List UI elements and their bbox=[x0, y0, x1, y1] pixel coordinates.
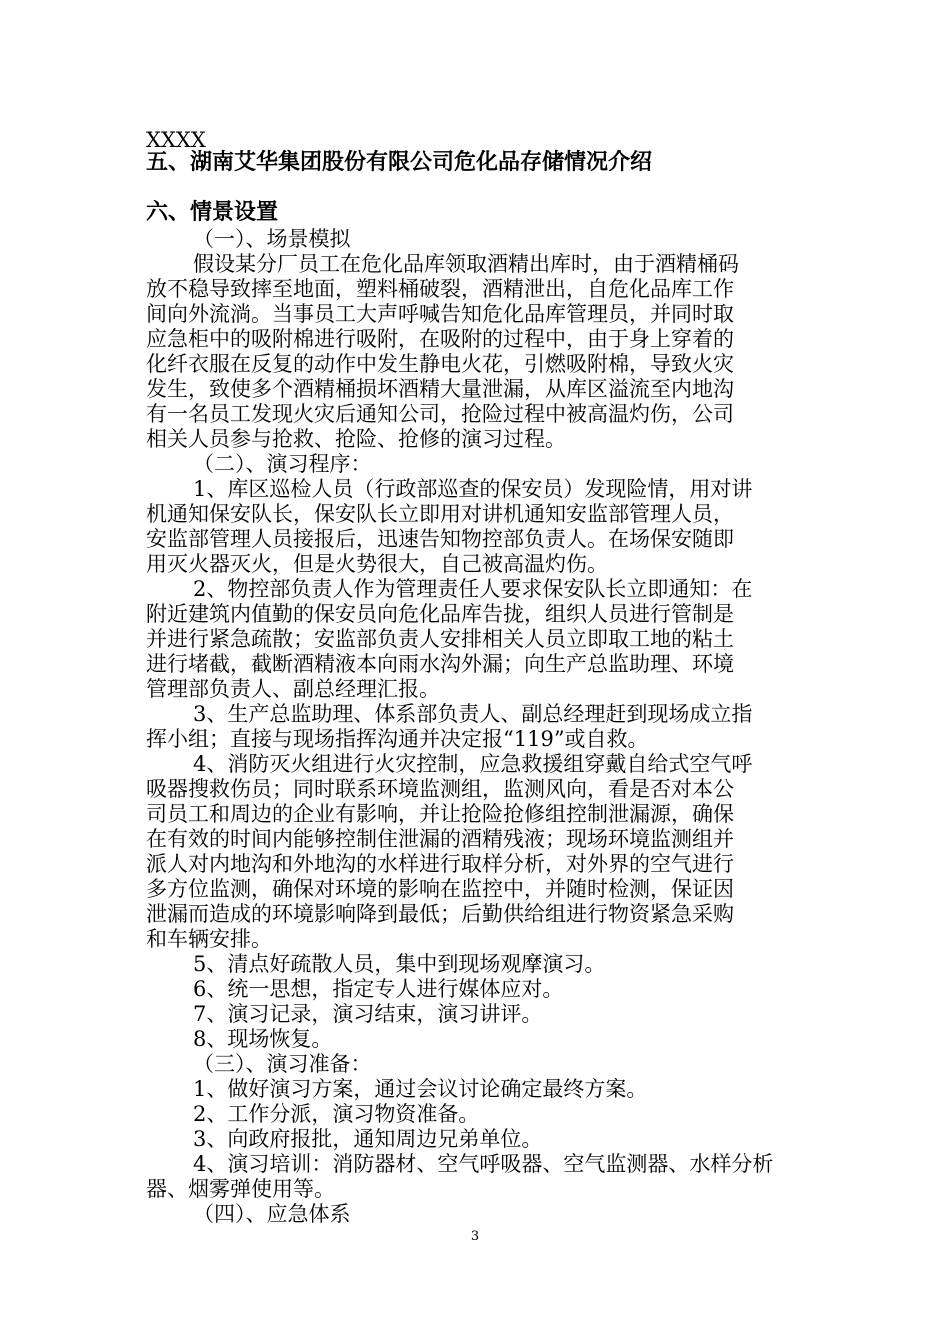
procedure-line: 1、库区巡检人员（行政部巡查的保安员）发现险情，用对讲 bbox=[193, 477, 753, 501]
subsection-3-title: （三）、演习准备： bbox=[193, 1052, 372, 1076]
procedure-line: 挥小组；直接与现场指挥沟通并决定报“119”或自救。 bbox=[146, 727, 649, 751]
subsection-2-title: （二）、演习程序： bbox=[193, 452, 372, 476]
scenario-line: 假设某分厂员工在危化品库领取酒精出库时，由于酒精桶码 bbox=[193, 252, 739, 276]
scenario-line: 有一名员工发现火灾后通知公司，抢险过程中被高温灼伤，公司 bbox=[146, 402, 734, 426]
procedure-line: 5、清点好疏散人员，集中到现场观摩演习。 bbox=[193, 952, 606, 976]
section-6-title: 六、情景设置 bbox=[146, 200, 279, 225]
scenario-line: 应急柜中的吸附棉进行吸附，在吸附的过程中，由于身上穿着的 bbox=[146, 327, 734, 351]
procedure-line: 3、生产总监助理、体系部负责人、副总经理赶到现场成立指 bbox=[193, 702, 753, 726]
procedure-line: 安监部管理人员接报后，迅速告知物控部负责人。在场保安随即 bbox=[146, 527, 734, 551]
procedure-line: 2、物控部负责人作为管理责任人要求保安队长立即通知：在 bbox=[193, 577, 753, 601]
procedure-line: 进行堵截，截断酒精液本向雨水沟外漏；向生产总监助理、环境 bbox=[146, 652, 734, 676]
procedure-line: 在有效的时间内能够控制住泄漏的酒精残液；现场环境监测组并 bbox=[146, 827, 734, 851]
procedure-line: 泄漏而造成的环境影响降到最低；后勤供给组进行物资紧急采购 bbox=[146, 902, 734, 926]
page-number: 3 bbox=[470, 1229, 480, 1244]
subsection-4-title: （四）、应急体系 bbox=[193, 1202, 351, 1226]
prep-line: 2、工作分派，演习物资准备。 bbox=[193, 1102, 480, 1126]
procedure-line: 8、现场恢复。 bbox=[193, 1027, 333, 1051]
procedure-line: 和车辆安排。 bbox=[146, 927, 272, 951]
procedure-line: 4、消防灭火组进行火灾控制，应急救援组穿戴自给式空气呼 bbox=[193, 752, 753, 776]
header-code: XXXX bbox=[146, 128, 206, 152]
prep-line: 1、做好演习方案，通过会议讨论确定最终方案。 bbox=[193, 1077, 648, 1101]
scenario-line: 相关人员参与抢救、抢险、抢修的演习过程。 bbox=[146, 427, 566, 451]
procedure-line: 派人对内地沟和外地沟的水样进行取样分析，对外界的空气进行 bbox=[146, 852, 734, 876]
procedure-line: 吸器搜救伤员；同时联系环境监测组，监测风向，看是否对本公 bbox=[146, 777, 734, 801]
procedure-line: 管理部负责人、副总经理汇报。 bbox=[146, 677, 440, 701]
procedure-line: 用灭火器灭火，但是火势很大，自己被高温灼伤。 bbox=[146, 552, 608, 576]
scenario-line: 间向外流淌。当事员工大声呼喊告知危化品库管理员，并同时取 bbox=[146, 302, 734, 326]
prep-line: 3、向政府报批，通知周边兄弟单位。 bbox=[193, 1127, 543, 1151]
procedure-line: 附近建筑内值勤的保安员向危化品库告拢，组织人员进行管制是 bbox=[146, 602, 734, 626]
subsection-1-title: （一）、场景模拟 bbox=[193, 227, 351, 251]
procedure-line: 多方位监测，确保对环境的影响在监控中，并随时检测，保证因 bbox=[146, 877, 734, 901]
scenario-line: 化纤衣服在反复的动作中发生静电火花，引燃吸附棉，导致火灾 bbox=[146, 352, 734, 376]
procedure-line: 并进行紧急疏散；安监部负责人安排相关人员立即取工地的粘土 bbox=[146, 627, 734, 651]
procedure-line: 6、统一思想，指定专人进行媒体应对。 bbox=[193, 977, 564, 1001]
prep-line: 器、烟雾弹使用等。 bbox=[146, 1177, 335, 1201]
procedure-line: 司员工和周边的企业有影响，并让抢险抢修组控制泄漏源，确保 bbox=[146, 802, 734, 826]
procedure-line: 7、演习记录，演习结束，演习讲评。 bbox=[193, 1002, 543, 1026]
procedure-line: 机通知保安队长，保安队长立即用对讲机通知安监部管理人员， bbox=[146, 502, 734, 526]
prep-line: 4、演习培训：消防器材、空气呼吸器、空气监测器、水样分析 bbox=[193, 1152, 774, 1176]
scenario-line: 发生，致使多个酒精桶损坏酒精大量泄漏，从库区溢流至内地沟 bbox=[146, 377, 734, 401]
scenario-line: 放不稳导致摔至地面，塑料桶破裂，酒精泄出，自危化品库工作 bbox=[146, 277, 734, 301]
section-5-title: 五、湖南艾华集团股份有限公司危化品存储情况介绍 bbox=[146, 150, 653, 175]
